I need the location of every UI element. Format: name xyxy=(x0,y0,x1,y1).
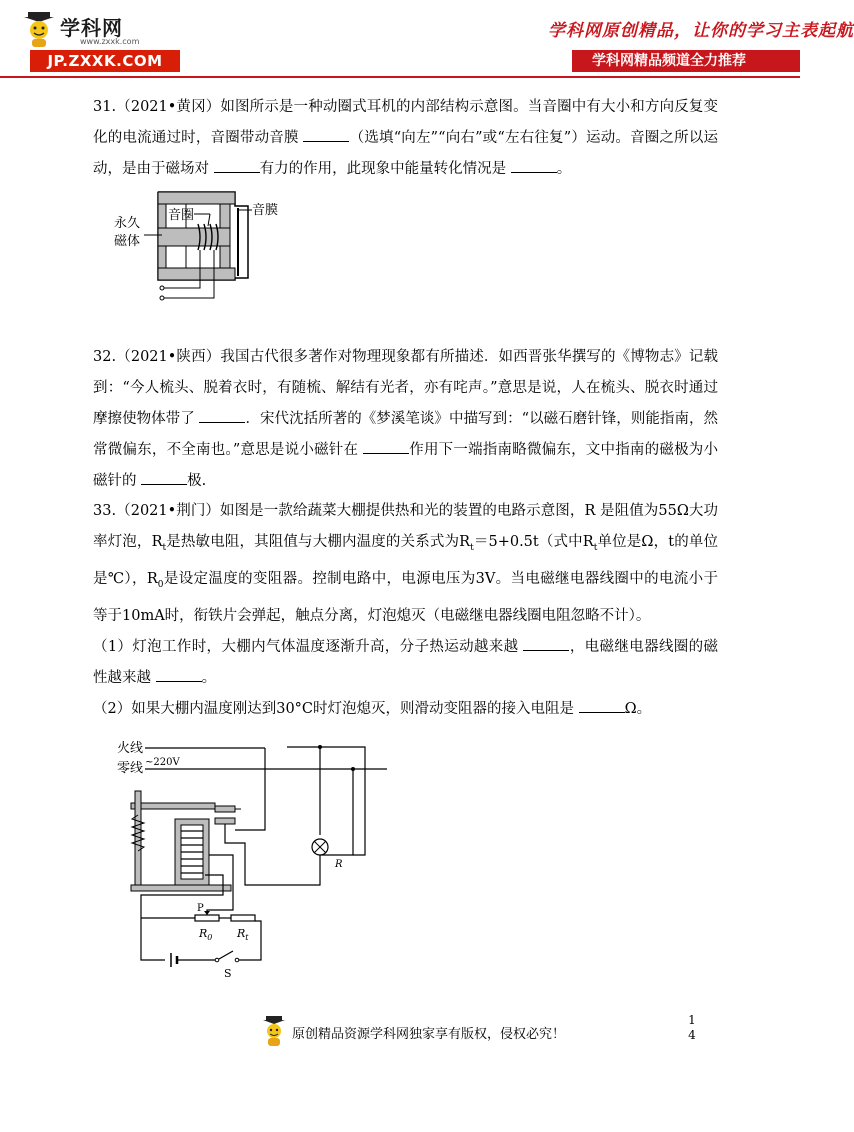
page-footer xyxy=(0,1015,800,1055)
answer-blank[interactable] xyxy=(579,698,625,713)
q33-line: 磁性越来越 xyxy=(93,638,719,686)
mascot-icon xyxy=(262,1015,286,1047)
q33-line: ＝5+0.5t（式中R xyxy=(473,534,594,550)
rt-label: $R_t$ xyxy=(237,927,249,942)
relay-circuit-diagram xyxy=(115,735,395,980)
q33-text xyxy=(93,496,718,632)
answer-blank[interactable] xyxy=(214,158,260,173)
mascot-icon xyxy=(22,10,56,48)
q32-line: 我国古代很多著作对物理现象都有所描述．如西晋张华撰写的《博物志》记载 xyxy=(220,349,718,365)
voltage-label: ~220V xyxy=(145,757,180,768)
magnet-label-2: 磁体 xyxy=(114,234,141,249)
subscript: t xyxy=(593,542,598,553)
answer-blank[interactable] xyxy=(199,408,245,423)
q33-line: （1）灯泡工作时，大棚内气体温度逐渐升高，分子热运动越来越 xyxy=(93,638,519,655)
lamp-label: R xyxy=(335,859,343,870)
q33-line: （2）如果大棚内温度刚达到30°C时灯泡熄灭，则滑动变阻器的接入电阻是 xyxy=(93,700,575,717)
q33-line: 是设定温度的变阻器。控制电路中，电源电压为3V。当电磁继电器线圈中的电流 xyxy=(163,570,689,587)
page-number-bottom: 4 xyxy=(688,1028,696,1042)
q31-line: 有力的作用，此现象中能量转化情况是 xyxy=(259,161,507,177)
slider-label: P xyxy=(197,903,204,914)
q33-line: 率灯泡，R xyxy=(93,534,163,550)
q32-line: 极. xyxy=(187,473,207,489)
q32-line: 时通过摩擦使物体带了 xyxy=(93,380,719,427)
answer-blank[interactable] xyxy=(303,127,349,142)
logo-url: www.zxxk.com xyxy=(80,37,140,46)
earphone-diagram xyxy=(110,190,290,310)
q31-line: （选填“向左”“向右”或“左右往复”）运动。音 xyxy=(349,130,645,146)
channel-banner: 学科网精品频道全力推荐 xyxy=(572,50,800,72)
answer-blank[interactable] xyxy=(511,158,557,173)
logo-band: JP.ZXXK.COM xyxy=(30,50,180,72)
subscript: 0 xyxy=(157,579,164,590)
page-header xyxy=(0,0,854,78)
q31-line: 如图所示是一种动圈式耳机的内部结构示意图。当音圈中有大小和方向反复变 xyxy=(220,99,718,115)
magnet-label-1: 永久 xyxy=(114,216,141,231)
q31-number: 31. xyxy=(93,99,117,115)
q33-number: 33. xyxy=(93,503,117,519)
q33-part2 xyxy=(93,694,718,725)
page-number-top: 1 xyxy=(688,1013,696,1027)
answer-blank[interactable] xyxy=(363,439,409,454)
q31-line: 圈之所以运动，是由于磁场对 xyxy=(93,130,719,177)
q33-line: 位是℃），R xyxy=(93,534,718,587)
q32-line: 文中指南的磁极为小磁针的 xyxy=(93,442,718,489)
coil-label: 音圈 xyxy=(168,208,195,223)
live-wire-label: 火线 xyxy=(117,741,144,756)
q31-line: 化的电流通过时，音圈带动音膜 xyxy=(93,130,299,146)
r0-label: $R_0$ xyxy=(199,927,213,942)
q33-line: 小于等于10mA时，衔铁片会弹起，触点分离，灯泡熄灭（电磁继电器线圈电阻忽略不计）。 xyxy=(93,570,719,624)
q31-text xyxy=(93,92,718,185)
question-33 xyxy=(93,496,718,725)
q32-line: 作用下一端指南略微偏东， xyxy=(409,442,586,458)
question-31 xyxy=(93,92,718,185)
q32-line: 到：“今人梳头、脱着衣时，有随梳、解结有光者，亦有咤声。”意思是说，人在梳头、脱衣 xyxy=(93,380,675,396)
q32-line: 则能指南，然常微偏东，不全南也。”意思是说小磁针在 xyxy=(93,411,719,458)
q33-line: 单位是Ω，t的单 xyxy=(597,534,704,550)
answer-blank[interactable] xyxy=(141,470,187,485)
q32-line: ．宋代沈括所著的《梦溪笔谈》中描写到：“以磁石磨针锋， xyxy=(245,411,631,427)
q33-part1 xyxy=(93,632,718,694)
q31-source: （2021•黄冈） xyxy=(116,99,221,115)
q33-source: （2021•荆门） xyxy=(116,503,220,519)
switch-label: S xyxy=(224,967,232,980)
header-divider xyxy=(0,76,800,78)
q31-line: 。 xyxy=(556,161,572,177)
q33-line: 如图是一款给蔬菜大棚提供热和光的装置的电路示意图，R 是阻值为55Ω大功 xyxy=(220,503,718,519)
q32-text xyxy=(93,342,718,497)
logo-text: 学科网 xyxy=(60,16,123,40)
logo xyxy=(22,10,192,48)
q33-line: 是热敏电阻，其阻值与大棚内温度的关系式为R xyxy=(166,534,471,550)
neutral-wire-label: 零线 xyxy=(117,761,144,776)
subscript: t xyxy=(470,542,474,553)
page-number xyxy=(686,1013,698,1043)
membrane-label: 音膜 xyxy=(252,203,279,218)
answer-blank[interactable] xyxy=(156,667,202,682)
q32-number: 32. xyxy=(93,349,117,365)
question-32 xyxy=(93,342,718,497)
q32-source: （2021•陕西） xyxy=(116,349,221,365)
q33-line: Ω。 xyxy=(624,700,652,717)
q33-line: 。 xyxy=(201,669,217,686)
answer-blank[interactable] xyxy=(523,636,569,651)
copyright-text: 原创精品资源学科网独家享有版权，侵权必究！ xyxy=(292,1027,566,1042)
slogan: 学科网原创精品，让你的学习主表起航 xyxy=(548,21,854,41)
q33-line: ，电磁继电器线圈的 xyxy=(569,638,704,655)
subscript: t xyxy=(162,542,167,553)
